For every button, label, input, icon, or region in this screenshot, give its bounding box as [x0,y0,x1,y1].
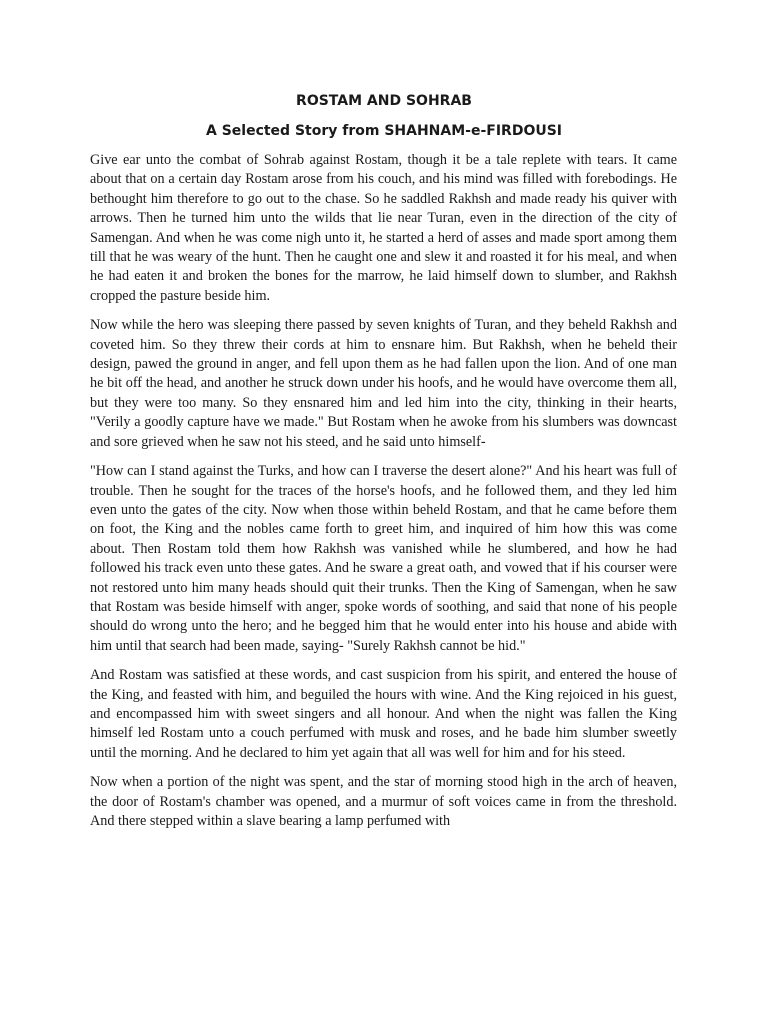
document-title: ROSTAM AND SOHRAB [296,93,472,109]
paragraph-5: Now when a portion of the night was spent, and the star of morning stood high in the arch of heaven, the door of Rostam's chamber was opened, and a murmur of soft voices came in from the threshold. And there stepped within a slave bearing a lamp perfumed with [90,774,677,829]
paragraph-3: "How can I stand against the Turks, and how can I traverse the desert alone?" And his heart was full of trouble. Then he sought for the traces of the horse's hoofs, and he followed them, and they led him even unto the gates of the city. Now when those within beheld Rostam, and that he came before them on foot, the King and the nobles came forth to greet him, and inquired of him how this was come about. Then Rostam told them how Rakhsh was vanished while he slumbered, and how he had followed his track even unto these gates. And he sware a great oath, and vowed that if his courser were not restored unto him many heads should quit their trunks. Then the King of Samengan, when he saw that Rostam was beside himself with anger, spoke words of soothing, and said that none of his people should do wrong unto the hero; and he begged him that he would enter into his house and abide with him until that search had been made, saying- "Surely Rakhsh cannot be hid." [90,463,677,654]
document-subtitle: A Selected Story from SHAHNAM-e-FIRDOUSI [205,123,563,139]
document-body [90,151,677,841]
paragraph-2: Now while the hero was sleeping there passed by seven knights of Turan, and they beheld Rakhsh and coveted him. So they threw their cords at him to ensnare him. But Rakhsh, when he beheld their design, pawed the ground in anger, and fell upon them as he had fallen upon the lion. And of one man he bit off the head, and another he struck down under his hoofs, and he would have overcome them all, but they were too many. So they ensnared him and led him into the city, thinking in their hearts, "Verily a goodly capture have we made." But Rostam when he awoke from his slumbers was downcast and sore grieved when he saw not his steed, and he said unto himself- [90,317,677,450]
paragraph-4: And Rostam was satisfied at these words, and cast suspicion from his spirit, and entered the house of the King, and feasted with him, and beguiled the hours with wine. And the King rejoiced in his guest, and encompassed him with sweet singers and all honour. And when the night was fallen the King himself led Rostam unto a couch perfumed with musk and roses, and he bade him slumber sweetly until the morning. And he declared to him yet again that all was well for him and for his steed. [90,667,677,761]
paragraph-1: Give ear unto the combat of Sohrab against Rostam, though it be a tale replete with tears. It came about that on a certain day Rostam arose from his couch, and his mind was filled with forebodings. He bethought him therefore to go out to the chase. So he saddled Rakhsh and made ready his quiver with arrows. Then he turned him unto the wilds that lie near Turan, even in the direction of the city of Samengan. And when he was come nigh unto it, he started a herd of asses and made sport among them till that he was weary of the hunt. Then he caught one and slew it and roasted it for his meal, and when he had eaten it and broken the bones for the marrow, he laid himself down to slumber, and Rakhsh cropped the pasture beside him. [90,152,677,304]
